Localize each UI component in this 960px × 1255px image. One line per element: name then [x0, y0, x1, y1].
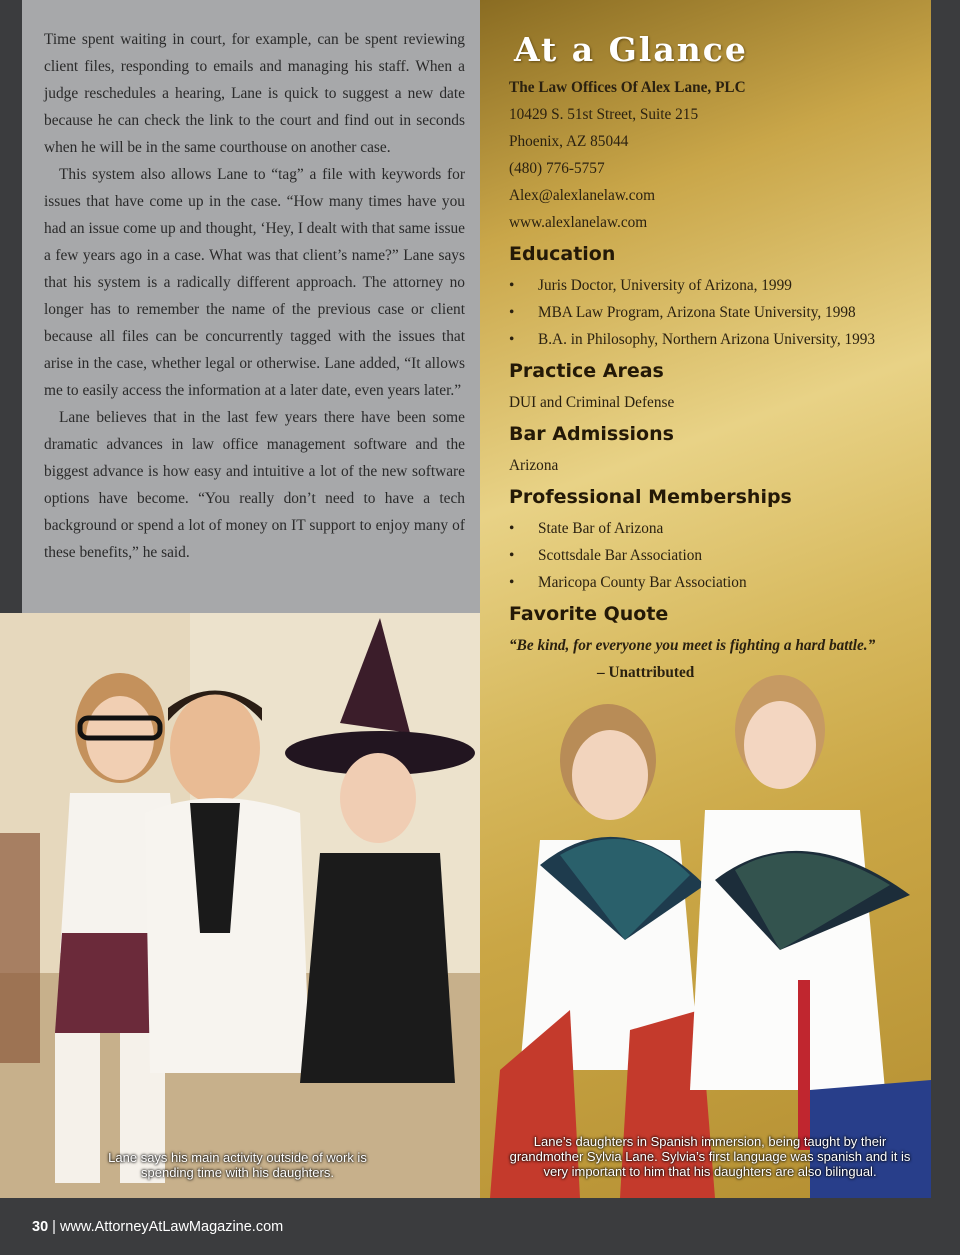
left-photo-caption: Lane says his main activity outside of work is spending time with his daughters. — [108, 1150, 367, 1180]
practice-areas: DUI and Criminal Defense — [509, 394, 675, 411]
footer-url[interactable]: www.AttorneyAtLawMagazine.com — [59, 1219, 284, 1235]
favorite-quote: “Be kind, for everyone you meet is fighting a hard battle.” — [509, 637, 876, 654]
address-line-1: 10429 S. 51st Street, Suite 215 — [509, 106, 699, 123]
article-text — [44, 26, 465, 566]
daughters-fans-photo — [480, 650, 931, 1198]
daughters-fans-illustration — [480, 650, 931, 1198]
membership-item: • Scottsdale Bar Association — [509, 542, 919, 569]
education-item: • MBA Law Program, Arizona State University, 1998 — [509, 299, 919, 326]
education-heading: Education — [509, 243, 616, 265]
favorite-quote-heading: Favorite Quote — [509, 603, 669, 625]
article-paragraph: This system also allows Lane to “tag” a file with keywords for issues that have come up in the case. “How many times have you had an issue come up and thought, ‘Hey, I dealt with that same issue a few years ago in a case. What was that client’s name?” Lane says that his system is a radically different approach. The attorney no longer has to remember the name of the previous case or client because all files can be concurrently tagged with the issues that arise in the case, whether legal or otherwise. Lane added, “It allows me to easily access the information at a later date, even years later.” — [44, 166, 465, 399]
website-link[interactable]: www.alexlanelaw.com — [509, 214, 648, 231]
education-item: • Juris Doctor, University of Arizona, 1999 — [509, 272, 919, 299]
article-paragraph: Time spent waiting in court, for example, can be spent reviewing client files, responding to emails and managing his staff. When a judge reschedules a hearing, Lane is quick to suggest a new date because he can check the link to the court and find out in seconds when he will be in the same courthouse on another case. — [44, 31, 465, 156]
email-link[interactable]: Alex@alexlanelaw.com — [509, 187, 656, 204]
phone-number: (480) 776-5757 — [509, 160, 605, 177]
footer-separator: | — [52, 1219, 56, 1235]
page-footer — [32, 1219, 283, 1235]
firm-name: The Law Offices Of Alex Lane, PLC — [509, 79, 746, 96]
bar-admissions: Arizona — [509, 457, 559, 474]
article-paragraph: Lane believes that in the last few years there have been some dramatic advances in law office management software and the biggest advance is how easy and intuitive a lot of the new software options have become. “You really don’t need to have a tech background or spend a lot of money on IT support to enjoy many of these benefits,” he said. — [44, 409, 465, 561]
address-line-2: Phoenix, AZ 85044 — [509, 133, 629, 150]
family-halloween-illustration — [0, 613, 480, 1198]
membership-item: • State Bar of Arizona — [509, 515, 919, 542]
memberships-list — [509, 515, 919, 596]
family-halloween-photo — [0, 613, 480, 1198]
membership-item: • Maricopa County Bar Association — [509, 569, 919, 596]
memberships-heading: Professional Memberships — [509, 486, 792, 508]
practice-areas-heading: Practice Areas — [509, 360, 664, 382]
quote-attribution: – Unattributed — [597, 664, 695, 681]
page-number: 30 — [32, 1219, 49, 1235]
education-item: • B.A. in Philosophy, Northern Arizona University, 1993 — [509, 326, 919, 353]
glance-title: At a Glance — [514, 30, 748, 69]
right-photo-caption: Lane’s daughters in Spanish immersion, being taught by their grandmother Sylvia Lane. Sylvia’s first language was spanish and it is very important to him that his daughters are also bilingual. — [509, 1134, 911, 1179]
bar-admissions-heading: Bar Admissions — [509, 423, 674, 445]
glance-info — [509, 74, 919, 686]
education-list — [509, 272, 919, 353]
